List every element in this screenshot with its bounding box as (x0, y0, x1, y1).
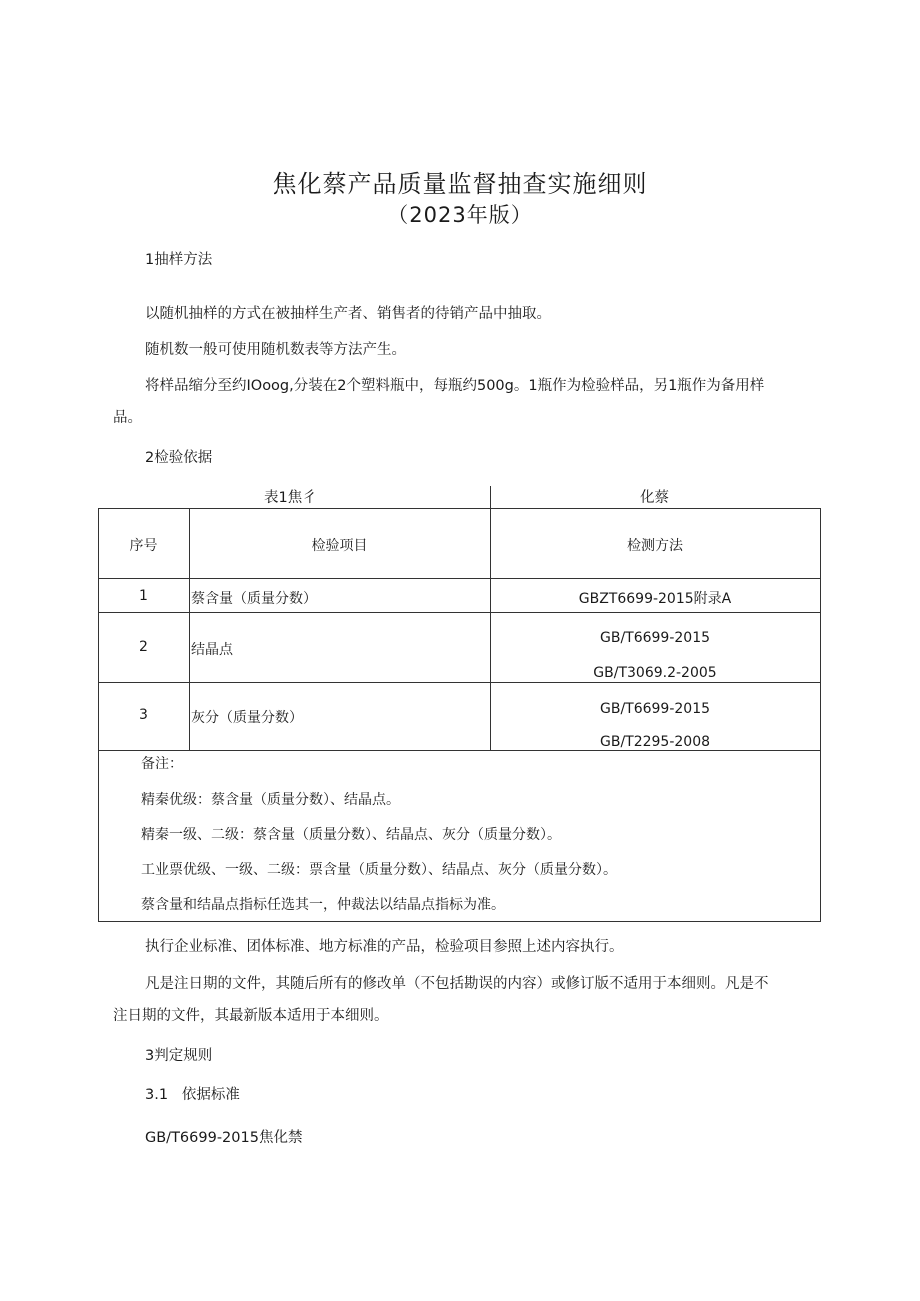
table-caption-left: 表1焦彳 (264, 490, 317, 506)
paragraph: 注日期的文件，其最新版本适用于本细则。 (113, 1008, 389, 1024)
paragraph: 随机数一般可使用随机数表等方法产生。 (145, 342, 406, 358)
document-subtitle: （2023年版） (387, 203, 533, 227)
table-note: 精秦优级：蔡含量（质量分数）、结晶点。 (141, 792, 400, 808)
section1-heading: 1抽样方法 (145, 252, 213, 268)
table-row-no: 1 (139, 588, 148, 604)
table-row-method: GB/T6699-2015 (599, 630, 711, 646)
document-title: 焦化蔡产品质量监督抽查实施细则 (272, 170, 648, 198)
paragraph: 以随机抽样的方式在被抽样生产者、销售者的待销产品中抽取。 (145, 306, 551, 322)
table-row-no: 2 (139, 639, 148, 655)
section3-heading: 3判定规则 (145, 1048, 213, 1064)
inspection-table (98, 508, 821, 922)
table-row-no: 3 (139, 707, 148, 723)
table-caption-right: 化蔡 (640, 490, 669, 506)
paragraph: 品。 (113, 410, 142, 426)
paragraph: 凡是注日期的文件，其随后所有的修改单（不包括勘误的内容）或修订版不适用于本细则。凡是不 (145, 976, 769, 992)
table-note: 工业票优级、一级、二级：票含量（质量分数）、结晶点、灰分（质量分数）。 (141, 862, 617, 878)
paragraph: 执行企业标准、团体标准、地方标准的产品，检验项目参照上述内容执行。 (145, 939, 624, 955)
standard-reference: GB/T6699-2015焦化禁 (145, 1130, 303, 1146)
header-method: 检测方法 (627, 538, 683, 554)
caption-divider (490, 486, 491, 508)
header-item: 检验项目 (311, 538, 368, 554)
paragraph: 将样品缩分至约IOoog,分装在2个塑料瓶中，每瓶约500g。1瓶作为检验样品，另1瓶作为备用样 (145, 378, 765, 394)
table-note: 蔡含量和结晶点指标任选其一，仲裁法以结晶点指标为准。 (141, 897, 505, 913)
table-note: 精秦一级、二级：蔡含量（质量分数）、结晶点、灰分（质量分数）。 (141, 827, 561, 843)
section3-sub-heading: 3.1 依据标准 (145, 1087, 240, 1103)
table-row-item: 结晶点 (191, 642, 233, 658)
table-row-method: GBZT6699-2015附录A (578, 591, 732, 607)
header-no: 序号 (129, 538, 158, 554)
table-row-item: 灰分（质量分数） (191, 710, 303, 726)
table-note: 备注： (141, 756, 183, 772)
section2-heading: 2检验依据 (145, 450, 213, 466)
table-row-method: GB/T2295-2008 (599, 734, 711, 750)
table-row-method: GB/T6699-2015 (599, 701, 711, 717)
table-row-item: 蔡含量（质量分数） (191, 591, 317, 607)
table-row-method: GB/T3069.2-2005 (593, 665, 717, 681)
